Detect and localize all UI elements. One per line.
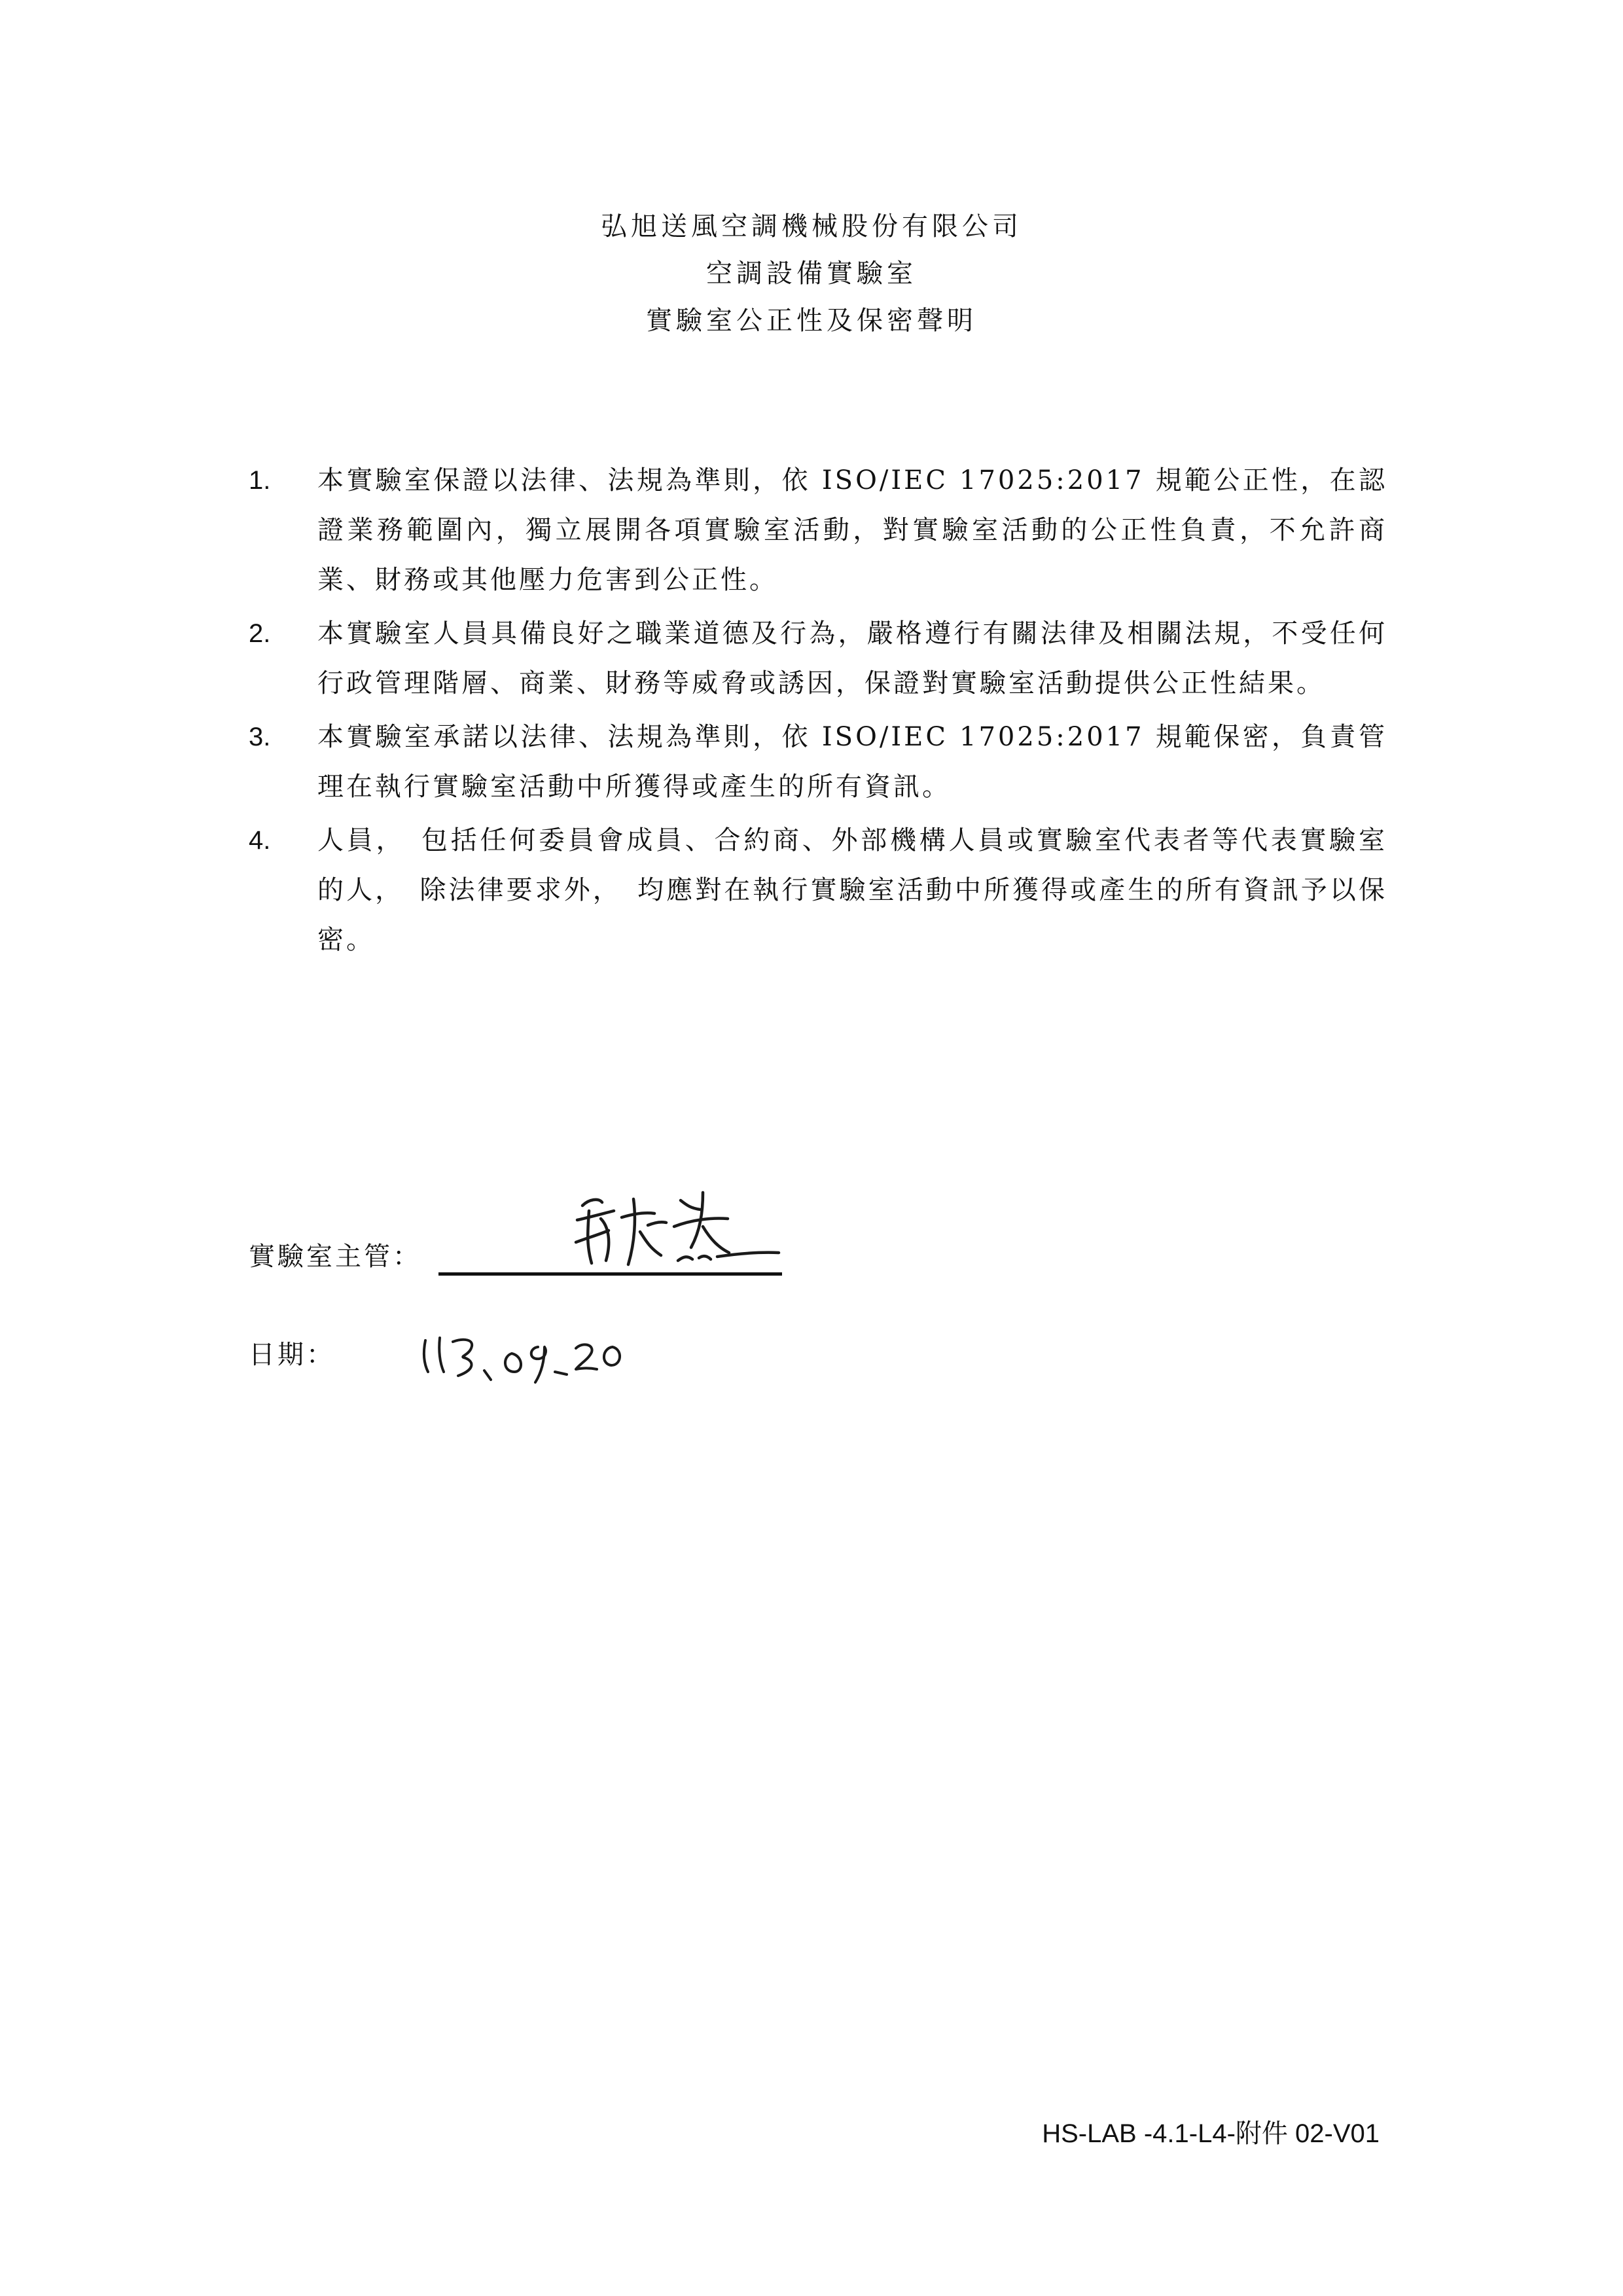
date-row xyxy=(249,1329,903,1381)
clause-number: 3. xyxy=(249,723,271,751)
document-code: HS-LAB -4.1-L4-附件 02-V01 xyxy=(1042,2119,1380,2148)
document-header xyxy=(0,203,1623,344)
clause-text: 本實驗室承諾以法律、法規為準則，依 ISO/IEC 17025:2017 規範保密，負責管理在執行實驗室活動中所獲得或產生的所有資訊。 xyxy=(317,722,1387,802)
handwritten-date xyxy=(411,1321,647,1386)
document-title: 實驗室公正性及保密聲明 xyxy=(646,306,977,336)
clause-list xyxy=(249,456,1387,969)
clause-item xyxy=(249,712,1387,812)
company-name: 弘旭送風空調機械股份有限公司 xyxy=(601,211,1022,242)
clause-number: 2. xyxy=(249,619,271,648)
clause-item xyxy=(249,456,1387,605)
clause-text: 本實驗室人員具備良好之職業道德及行為，嚴格遵行有關法律及相關法規，不受任何行政管理階層、商業、財務等威脅或誘因，保證對實驗室活動提供公正性結果。 xyxy=(317,619,1387,698)
handwritten-signature xyxy=(563,1179,785,1278)
clause-item xyxy=(249,816,1387,965)
supervisor-label: 實驗室主管： xyxy=(249,1242,421,1272)
clause-text: 人員， 包括任何委員會成員、合約商、外部機構人員或實驗室代表者等代表實驗室的人， 除法律要求外， 均應對在執行實驗室活動中所獲得或產生的所有資訊予以保密。 xyxy=(317,825,1387,955)
supervisor-signature-row xyxy=(249,1230,903,1283)
clause-item xyxy=(249,609,1387,708)
clause-number: 4. xyxy=(249,826,271,855)
clause-text: 本實驗室保證以法律、法規為準則，依 ISO/IEC 17025:2017 規範公正性，在認證業務範圍內，獨立展開各項實驗室活動，對實驗室活動的公正性負責，不允許商業、財務或其他壓力危害到公正性。 xyxy=(317,465,1387,595)
date-label: 日期： xyxy=(249,1340,335,1370)
clause-number: 1. xyxy=(249,466,271,495)
lab-name: 空調設備實驗室 xyxy=(706,259,917,289)
